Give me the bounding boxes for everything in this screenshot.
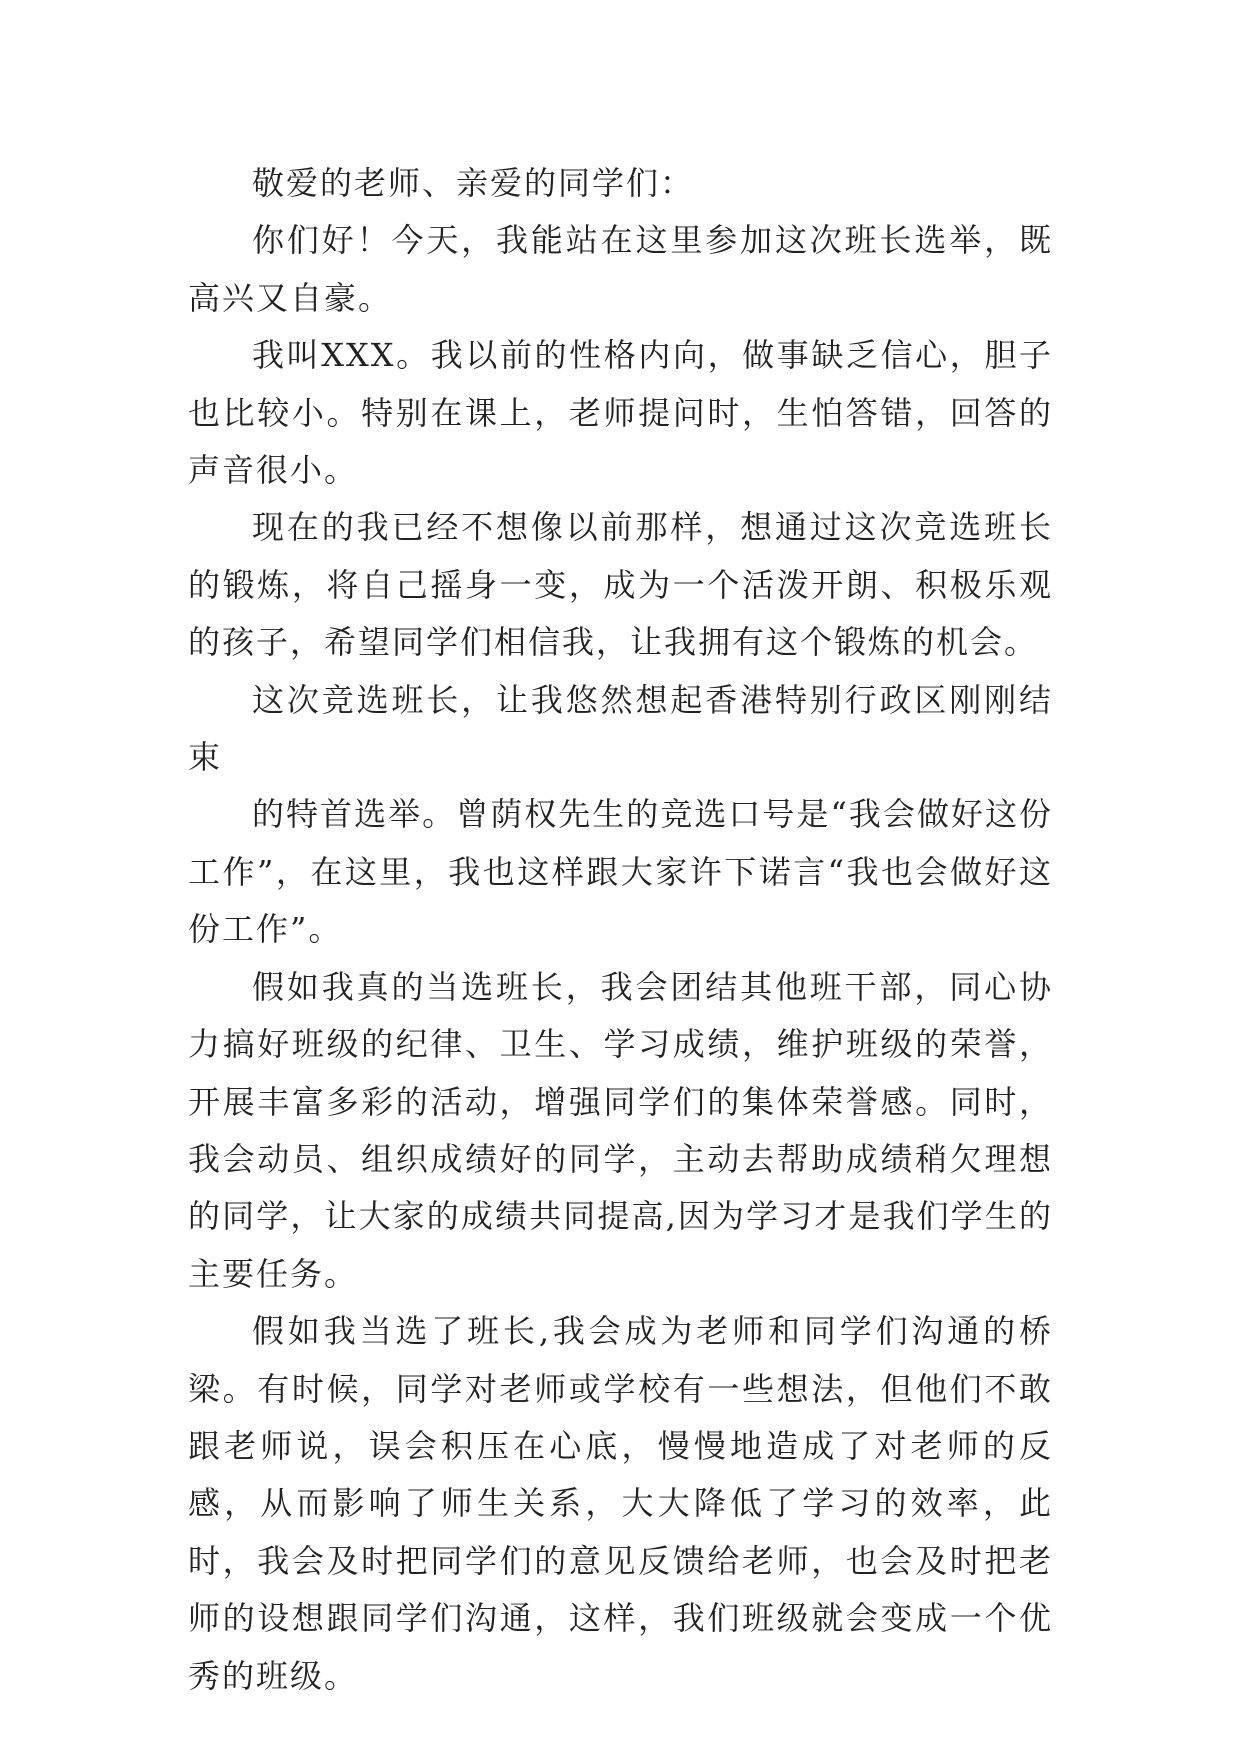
paragraph-plans: 假如我真的当选班长，我会团结其他班干部，同心协力搞好班级的纪律、卫生、学习成绩，维护班级的荣誉，开展丰富多彩的活动，增强同学们的集体荣誉感。同时，我会动员、组织成绩好的同学，主动去帮助成绩稍欠理想的同学，让大家的成绩共同提高,因为学习才是我们学生的主要任务。 [188, 967, 1053, 1293]
paragraph-election-reference-end: 的特首选举。曾荫权先生的竞选口号是“我会做好这份工作”，在这里，我也这样跟大家许下诺言“我也会做好这份工作”。 [188, 795, 1053, 949]
paragraph-introduction: 我叫XXX。我以前的性格内向，做事缺乏信心，胆子也比较小。特别在课上，老师提问时，生怕答错，回答的声音很小。 [188, 336, 1053, 490]
paragraph-bridge: 假如我当选了班长,我会成为老师和同学们沟通的桥梁。有时候，同学对老师或学校有一些想法，但他们不敢跟老师说，误会积压在心底，慢慢地造成了对老师的反感，从而影响了师生关系，大大降低了学习的效率，此时，我会及时把同学们的意见反馈给老师，也会及时把老师的设想跟同学们沟通，这样，我们班级就会变成一个优秀的班级。 [188, 1312, 1053, 1695]
paragraph-motivation: 现在的我已经不想像以前那样，想通过这次竞选班长的锻炼，将自己摇身一变，成为一个活泼开朗、积极乐观的孩子，希望同学们相信我，让我拥有这个锻炼的机会。 [188, 508, 1053, 662]
salutation: 敬爱的老师、亲爱的同学们： [252, 164, 695, 202]
paragraph-election-reference-start: 这次竞选班长，让我悠然想起香港特别行政区刚刚结束 [188, 680, 1053, 777]
document-body [188, 155, 1053, 1705]
paragraph-greeting: 你们好！今天，我能站在这里参加这次班长选举，既高兴又自豪。 [188, 221, 1053, 317]
